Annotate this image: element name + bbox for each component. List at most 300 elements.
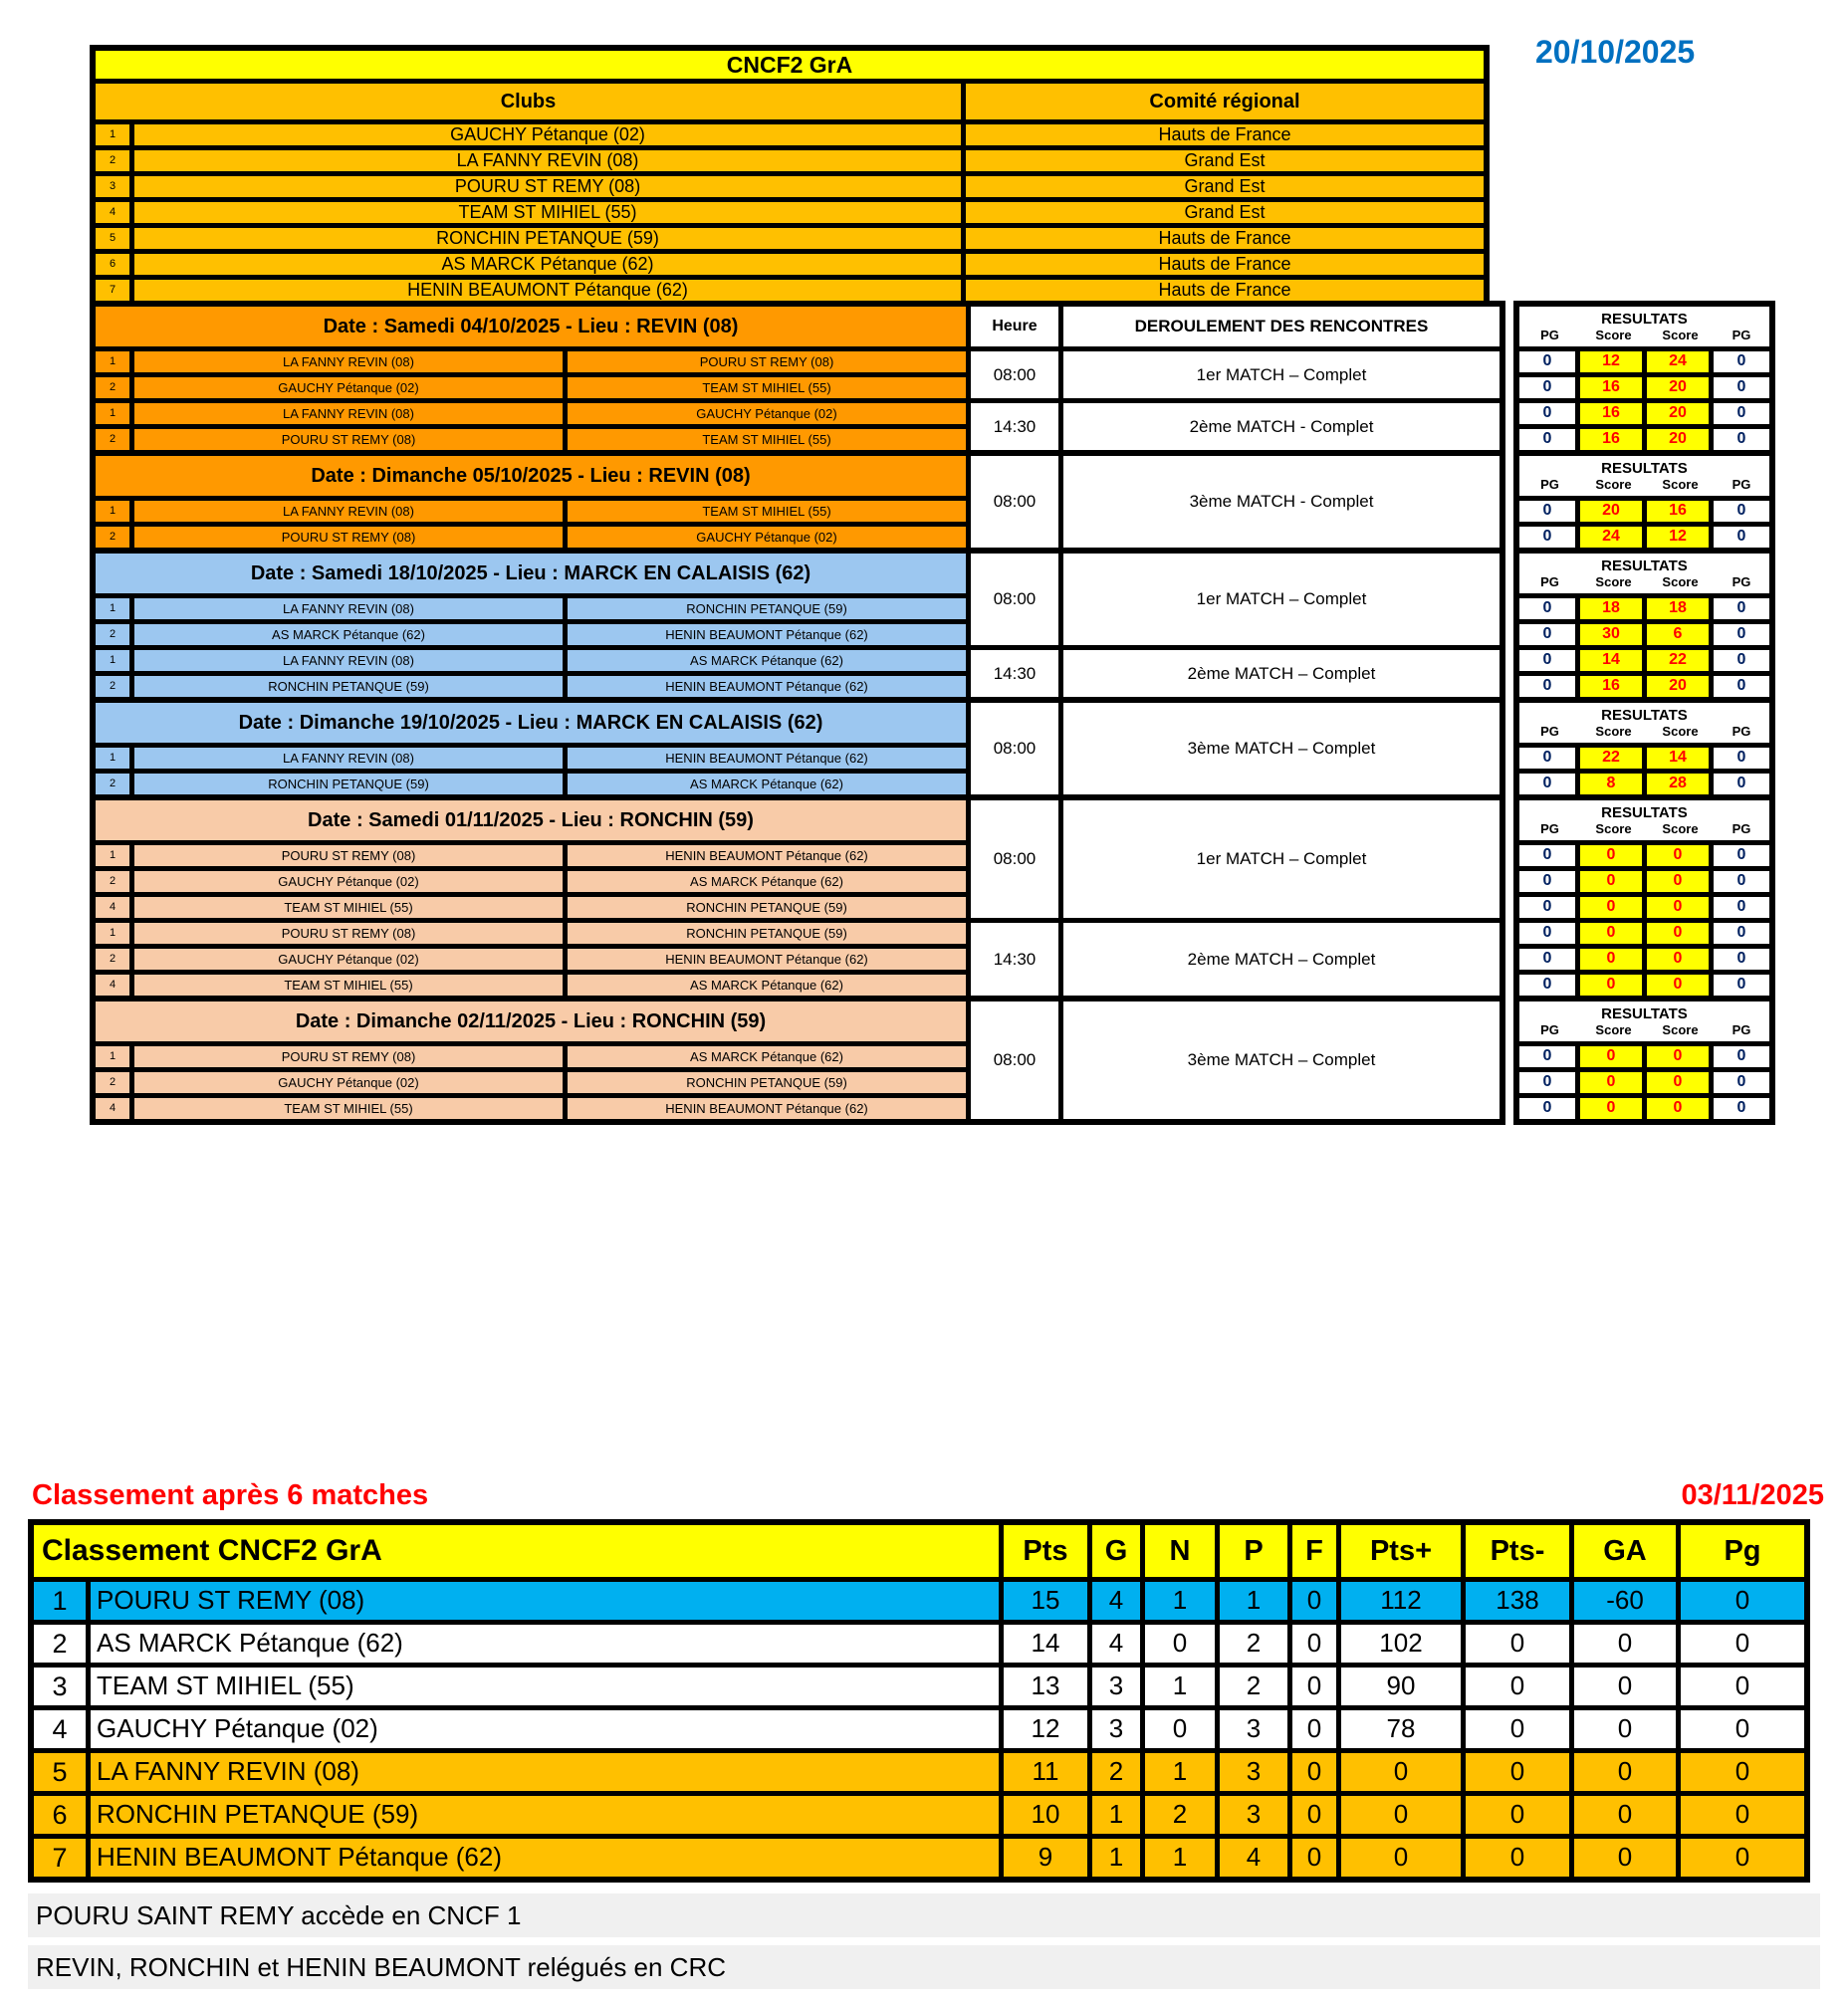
score-value: 22 (1647, 650, 1709, 671)
club-name: GAUCHY Pétanque (02) (134, 124, 961, 145)
score-value: 6 (1647, 624, 1709, 645)
f: 0 (1292, 1753, 1336, 1791)
section-date-header: Date : Dimanche 05/10/2025 - Lieu : REVIN (08) (96, 456, 966, 496)
heure-header: Heure (971, 307, 1058, 346)
club-name: TEAM ST MIHIEL (55) (134, 202, 961, 223)
pts-minus: 0 (1466, 1796, 1569, 1834)
team-home: TEAM ST MIHIEL (55) (134, 897, 563, 918)
club-comite: Grand Est (966, 202, 1484, 223)
col-header-pg: Pg (1681, 1525, 1804, 1577)
pg-value: 0 (1519, 501, 1575, 522)
match-row-number: 1 (96, 845, 129, 866)
match-time: 14:30 (971, 403, 1058, 450)
match-label: 2ème MATCH – Complet (1063, 923, 1500, 996)
pts-plus: 0 (1341, 1796, 1461, 1834)
club-comite: Grand Est (966, 176, 1484, 197)
score-value: 0 (1580, 845, 1642, 866)
ga: 0 (1574, 1668, 1676, 1705)
pts: 13 (1004, 1668, 1087, 1705)
team-away: POURU ST REMY (08) (568, 351, 966, 372)
match-label: 3ème MATCH - Complet (1063, 456, 1500, 548)
score-value: 20 (1647, 403, 1709, 424)
club-comite: Hauts de France (966, 280, 1484, 301)
match-row-number: 1 (96, 923, 129, 944)
team-home: GAUCHY Pétanque (02) (134, 377, 563, 398)
score-label: Score (1595, 820, 1632, 836)
resultats-title: RESULTATS (1601, 459, 1688, 477)
team-away: TEAM ST MIHIEL (55) (568, 501, 966, 522)
section-date-header: Date : Samedi 04/10/2025 - Lieu : REVIN (08) (96, 307, 966, 346)
score-value: 0 (1580, 871, 1642, 892)
pg-value: 0 (1714, 1072, 1769, 1093)
score-label: Score (1662, 820, 1699, 836)
pts: 11 (1004, 1753, 1087, 1791)
score-label: Score (1662, 723, 1699, 739)
score-value: 0 (1647, 923, 1709, 944)
pg-value: 0 (1519, 923, 1575, 944)
pg-label: PG (1732, 723, 1751, 739)
pg-value: 0 (1714, 871, 1769, 892)
deroulement-header: DEROULEMENT DES RENCONTRES (1063, 307, 1500, 346)
team-away: HENIN BEAUMONT Pétanque (62) (568, 676, 966, 697)
p: 2 (1220, 1668, 1287, 1705)
club-row-number: 6 (96, 254, 129, 275)
pg-value: 0 (1519, 377, 1575, 398)
col-header-pts: Pts (1004, 1525, 1087, 1577)
n: 0 (1145, 1710, 1215, 1748)
pg-value: 0 (1714, 351, 1769, 372)
pg-label: PG (1540, 723, 1559, 739)
pg-value: 0 (1714, 897, 1769, 918)
pg-value: 0 (1519, 624, 1575, 645)
spacer (1505, 697, 1513, 800)
match-row-number: 4 (96, 975, 129, 996)
club-row-number: 5 (96, 228, 129, 249)
score-value: 16 (1580, 676, 1642, 697)
g: 2 (1092, 1753, 1140, 1791)
score-value: 12 (1647, 527, 1709, 548)
match-time: 14:30 (971, 650, 1058, 697)
score-value: 20 (1580, 501, 1642, 522)
score-label: Score (1662, 573, 1699, 589)
team-away: RONCHIN PETANQUE (59) (568, 923, 966, 944)
score-value: 0 (1647, 949, 1709, 970)
team-away: GAUCHY Pétanque (02) (568, 527, 966, 548)
classement-title: Classement CNCF2 GrA (34, 1525, 999, 1577)
pg-value: 0 (1714, 1046, 1769, 1067)
club-name: AS MARCK Pétanque (62) (134, 254, 961, 275)
team-away: AS MARCK Pétanque (62) (568, 975, 966, 996)
club-row-number: 1 (96, 124, 129, 145)
f: 0 (1292, 1796, 1336, 1834)
tables-stack (90, 45, 1775, 1125)
club-comite: Hauts de France (966, 228, 1484, 249)
pg-value: 0 (1519, 1072, 1575, 1093)
pg-value: 0 (1519, 1098, 1575, 1119)
team-home: LA FANNY REVIN (08) (134, 748, 563, 769)
pg-value: 0 (1714, 501, 1769, 522)
clubs-column-header: Clubs (96, 84, 961, 119)
pg-value: 0 (1519, 748, 1575, 769)
match-row-number: 2 (96, 949, 129, 970)
classement-caption-line (32, 1479, 1824, 1512)
p: 1 (1220, 1582, 1287, 1620)
team-home: POURU ST REMY (08) (134, 1046, 563, 1067)
match-row-number: 2 (96, 429, 129, 450)
pg: 0 (1681, 1625, 1804, 1663)
resultats-header (1519, 1002, 1769, 1041)
score-value: 0 (1647, 871, 1709, 892)
score-value: 0 (1647, 1046, 1709, 1067)
match-row-number: 2 (96, 377, 129, 398)
resultats-title: RESULTATS (1601, 556, 1688, 574)
pg: 0 (1681, 1796, 1804, 1834)
team-home: POURU ST REMY (08) (134, 527, 563, 548)
score-value: 0 (1580, 923, 1642, 944)
score-value: 20 (1647, 676, 1709, 697)
team-away: TEAM ST MIHIEL (55) (568, 429, 966, 450)
pg-value: 0 (1714, 923, 1769, 944)
pg-value: 0 (1714, 748, 1769, 769)
g: 4 (1092, 1625, 1140, 1663)
rank: 7 (34, 1839, 86, 1877)
resultats-title: RESULTATS (1601, 310, 1688, 328)
team-home: POURU ST REMY (08) (134, 845, 563, 866)
match-row-number: 4 (96, 897, 129, 918)
match-time: 14:30 (971, 923, 1058, 996)
match-row-number: 2 (96, 871, 129, 892)
match-time: 08:00 (971, 351, 1058, 398)
match-row-number: 1 (96, 650, 129, 671)
pg-value: 0 (1519, 527, 1575, 548)
score-value: 22 (1580, 748, 1642, 769)
club-comite: Grand Est (966, 150, 1484, 171)
pts-minus: 0 (1466, 1625, 1569, 1663)
match-time: 08:00 (971, 456, 1058, 548)
section-date-header: Date : Dimanche 19/10/2025 - Lieu : MARCK EN CALAISIS (62) (96, 703, 966, 743)
score-value: 0 (1580, 1046, 1642, 1067)
schedule-section-marck-sun (90, 697, 1775, 800)
score-value: 0 (1647, 1072, 1709, 1093)
team-away: HENIN BEAUMONT Pétanque (62) (568, 1098, 966, 1119)
club-name: GAUCHY Pétanque (02) (91, 1710, 999, 1748)
match-time: 08:00 (971, 800, 1058, 918)
team-home: LA FANNY REVIN (08) (134, 403, 563, 424)
rank: 3 (34, 1668, 86, 1705)
rank: 2 (34, 1625, 86, 1663)
score-value: 8 (1580, 774, 1642, 794)
club-name: LA FANNY REVIN (08) (134, 150, 961, 171)
match-label: 1er MATCH – Complet (1063, 351, 1500, 398)
team-home: RONCHIN PETANQUE (59) (134, 774, 563, 794)
classement-caption: Classement après 6 matches (32, 1479, 429, 1511)
score-value: 14 (1580, 650, 1642, 671)
pg-value: 0 (1519, 351, 1575, 372)
p: 3 (1220, 1796, 1287, 1834)
pts-plus: 102 (1341, 1625, 1461, 1663)
score-value: 0 (1647, 845, 1709, 866)
resultats-header (1519, 307, 1769, 346)
match-label: 3ème MATCH – Complet (1063, 1002, 1500, 1119)
score-value: 0 (1647, 1098, 1709, 1119)
pts-plus: 0 (1341, 1753, 1461, 1791)
g: 3 (1092, 1710, 1140, 1748)
g: 1 (1092, 1839, 1140, 1877)
col-header-n: N (1145, 1525, 1215, 1577)
pg-label: PG (1540, 1021, 1559, 1037)
pg-value: 0 (1714, 1098, 1769, 1119)
resultats-title: RESULTATS (1601, 803, 1688, 821)
pts-minus: 0 (1466, 1710, 1569, 1748)
g: 4 (1092, 1582, 1140, 1620)
pg-value: 0 (1714, 774, 1769, 794)
pts-plus: 90 (1341, 1668, 1461, 1705)
team-home: LA FANNY REVIN (08) (134, 501, 563, 522)
team-home: GAUCHY Pétanque (02) (134, 871, 563, 892)
f: 0 (1292, 1668, 1336, 1705)
ga: 0 (1574, 1625, 1676, 1663)
score-value: 16 (1647, 501, 1709, 522)
n: 1 (1145, 1582, 1215, 1620)
p: 2 (1220, 1625, 1287, 1663)
col-header-f: F (1292, 1525, 1336, 1577)
pg-value: 0 (1519, 598, 1575, 619)
match-row-number: 2 (96, 774, 129, 794)
score-value: 24 (1647, 351, 1709, 372)
score-value: 0 (1580, 975, 1642, 996)
score-label: Score (1662, 327, 1699, 342)
club-row-number: 7 (96, 280, 129, 301)
pg: 0 (1681, 1710, 1804, 1748)
team-home: AS MARCK Pétanque (62) (134, 624, 563, 645)
pg-value: 0 (1519, 429, 1575, 450)
section-date-header: Date : Samedi 18/10/2025 - Lieu : MARCK EN CALAISIS (62) (96, 554, 966, 593)
resultats-header (1519, 554, 1769, 593)
pg-value: 0 (1519, 949, 1575, 970)
promotion-note: POURU SAINT REMY accède en CNCF 1 (28, 1893, 1820, 1937)
pg-value: 0 (1714, 527, 1769, 548)
ga: 0 (1574, 1796, 1676, 1834)
pg-label: PG (1732, 476, 1751, 492)
team-away: GAUCHY Pétanque (02) (568, 403, 966, 424)
rank: 5 (34, 1753, 86, 1791)
pg-label: PG (1540, 573, 1559, 589)
score-value: 28 (1647, 774, 1709, 794)
pg-value: 0 (1519, 975, 1575, 996)
rank: 4 (34, 1710, 86, 1748)
pts-plus: 112 (1341, 1582, 1461, 1620)
team-away: AS MARCK Pétanque (62) (568, 1046, 966, 1067)
pg-value: 0 (1519, 403, 1575, 424)
schedule-section-ronchin-sun (90, 996, 1775, 1125)
score-value: 18 (1647, 598, 1709, 619)
pg-label: PG (1732, 573, 1751, 589)
match-row-number: 1 (96, 351, 129, 372)
score-value: 0 (1580, 1072, 1642, 1093)
pts-plus: 78 (1341, 1710, 1461, 1748)
match-label: 2ème MATCH - Complet (1063, 403, 1500, 450)
match-row-number: 2 (96, 527, 129, 548)
pg-value: 0 (1714, 598, 1769, 619)
pts-minus: 0 (1466, 1839, 1569, 1877)
pg-value: 0 (1519, 650, 1575, 671)
score-label: Score (1595, 573, 1632, 589)
match-label: 3ème MATCH – Complet (1063, 703, 1500, 794)
team-home: POURU ST REMY (08) (134, 429, 563, 450)
ga: 0 (1574, 1710, 1676, 1748)
f: 0 (1292, 1710, 1336, 1748)
team-home: TEAM ST MIHIEL (55) (134, 975, 563, 996)
pts: 10 (1004, 1796, 1087, 1834)
f: 0 (1292, 1582, 1336, 1620)
sheet-title: CNCF2 GrA (96, 51, 1484, 79)
f: 0 (1292, 1839, 1336, 1877)
team-home: GAUCHY Pétanque (02) (134, 1072, 563, 1093)
pg-label: PG (1540, 820, 1559, 836)
score-label: Score (1595, 723, 1632, 739)
pg-value: 0 (1714, 949, 1769, 970)
pg-value: 0 (1519, 1046, 1575, 1067)
pg-value: 0 (1714, 377, 1769, 398)
team-away: AS MARCK Pétanque (62) (568, 650, 966, 671)
score-value: 14 (1647, 748, 1709, 769)
score-label: Score (1662, 476, 1699, 492)
pg-label: PG (1540, 476, 1559, 492)
resultats-title: RESULTATS (1601, 1004, 1688, 1022)
team-home: LA FANNY REVIN (08) (134, 598, 563, 619)
score-label: Score (1595, 327, 1632, 342)
n: 1 (1145, 1839, 1215, 1877)
resultats-title: RESULTATS (1601, 706, 1688, 724)
score-value: 18 (1580, 598, 1642, 619)
pts: 9 (1004, 1839, 1087, 1877)
score-value: 20 (1647, 377, 1709, 398)
col-header-pts-minus: Pts- (1466, 1525, 1569, 1577)
pg: 0 (1681, 1839, 1804, 1877)
pg-label: PG (1540, 327, 1559, 342)
score-label: Score (1595, 1021, 1632, 1037)
pg-value: 0 (1714, 624, 1769, 645)
spacer (1505, 450, 1513, 554)
schedule-section-revin-sat (90, 301, 1775, 456)
schedule-section-revin-sun (90, 450, 1775, 554)
n: 1 (1145, 1753, 1215, 1791)
pg-value: 0 (1714, 676, 1769, 697)
score-value: 12 (1580, 351, 1642, 372)
pg-value: 0 (1519, 676, 1575, 697)
schedule-section-ronchin-sat (90, 794, 1775, 1002)
col-header-pts-plus: Pts+ (1341, 1525, 1461, 1577)
ga: 0 (1574, 1839, 1676, 1877)
club-name: RONCHIN PETANQUE (59) (134, 228, 961, 249)
pg-label: PG (1732, 327, 1751, 342)
team-home: LA FANNY REVIN (08) (134, 650, 563, 671)
pts-plus: 0 (1341, 1839, 1461, 1877)
pg: 0 (1681, 1582, 1804, 1620)
score-value: 0 (1580, 1098, 1642, 1119)
club-comite: Hauts de France (966, 124, 1484, 145)
resultats-header (1519, 456, 1769, 496)
team-away: HENIN BEAUMONT Pétanque (62) (568, 949, 966, 970)
section-date-header: Date : Dimanche 02/11/2025 - Lieu : RONCHIN (59) (96, 1002, 966, 1041)
spacer (1505, 548, 1513, 703)
match-label: 1er MATCH – Complet (1063, 800, 1500, 918)
rank: 1 (34, 1582, 86, 1620)
score-value: 0 (1580, 949, 1642, 970)
pg-value: 0 (1519, 897, 1575, 918)
team-away: RONCHIN PETANQUE (59) (568, 598, 966, 619)
spacer (1505, 794, 1513, 1002)
pg-value: 0 (1519, 774, 1575, 794)
pts-minus: 0 (1466, 1753, 1569, 1791)
match-row-number: 1 (96, 501, 129, 522)
team-away: HENIN BEAUMONT Pétanque (62) (568, 624, 966, 645)
score-value: 20 (1647, 429, 1709, 450)
clubs-table (90, 45, 1490, 307)
pg-value: 0 (1714, 403, 1769, 424)
club-row-number: 4 (96, 202, 129, 223)
pg-label: PG (1732, 1021, 1751, 1037)
pg-label: PG (1732, 820, 1751, 836)
club-name: POURU ST REMY (08) (91, 1582, 999, 1620)
club-name: HENIN BEAUMONT Pétanque (62) (134, 280, 961, 301)
club-row-number: 3 (96, 176, 129, 197)
pts: 14 (1004, 1625, 1087, 1663)
score-value: 0 (1647, 975, 1709, 996)
pg-value: 0 (1714, 429, 1769, 450)
schedule-section-marck-sat (90, 548, 1775, 703)
score-value: 16 (1580, 429, 1642, 450)
match-label: 2ème MATCH – Complet (1063, 650, 1500, 697)
team-away: AS MARCK Pétanque (62) (568, 774, 966, 794)
pg: 0 (1681, 1753, 1804, 1791)
team-away: TEAM ST MIHIEL (55) (568, 377, 966, 398)
team-home: RONCHIN PETANQUE (59) (134, 676, 563, 697)
team-away: RONCHIN PETANQUE (59) (568, 1072, 966, 1093)
match-row-number: 2 (96, 676, 129, 697)
score-value: 24 (1580, 527, 1642, 548)
p: 3 (1220, 1710, 1287, 1748)
pg-value: 0 (1519, 845, 1575, 866)
match-row-number: 1 (96, 403, 129, 424)
p: 4 (1220, 1839, 1287, 1877)
team-home: GAUCHY Pétanque (02) (134, 949, 563, 970)
club-name: HENIN BEAUMONT Pétanque (62) (91, 1839, 999, 1877)
pts-minus: 138 (1466, 1582, 1569, 1620)
match-row-number: 1 (96, 1046, 129, 1067)
match-row-number: 1 (96, 748, 129, 769)
n: 0 (1145, 1625, 1215, 1663)
col-header-ga: GA (1574, 1525, 1676, 1577)
relegation-note: REVIN, RONCHIN et HENIN BEAUMONT relégués en CRC (28, 1945, 1820, 1989)
team-home: LA FANNY REVIN (08) (134, 351, 563, 372)
match-row-number: 4 (96, 1098, 129, 1119)
match-time: 08:00 (971, 703, 1058, 794)
g: 3 (1092, 1668, 1140, 1705)
club-row-number: 2 (96, 150, 129, 171)
match-row-number: 2 (96, 1072, 129, 1093)
ga: 0 (1574, 1753, 1676, 1791)
publish-date: 20/10/2025 (1535, 34, 1696, 70)
f: 0 (1292, 1625, 1336, 1663)
ga: -60 (1574, 1582, 1676, 1620)
club-comite: Hauts de France (966, 254, 1484, 275)
match-time: 08:00 (971, 1002, 1058, 1119)
score-value: 0 (1647, 897, 1709, 918)
pg-value: 0 (1714, 650, 1769, 671)
comite-column-header: Comité régional (966, 84, 1484, 119)
pg-value: 0 (1714, 975, 1769, 996)
